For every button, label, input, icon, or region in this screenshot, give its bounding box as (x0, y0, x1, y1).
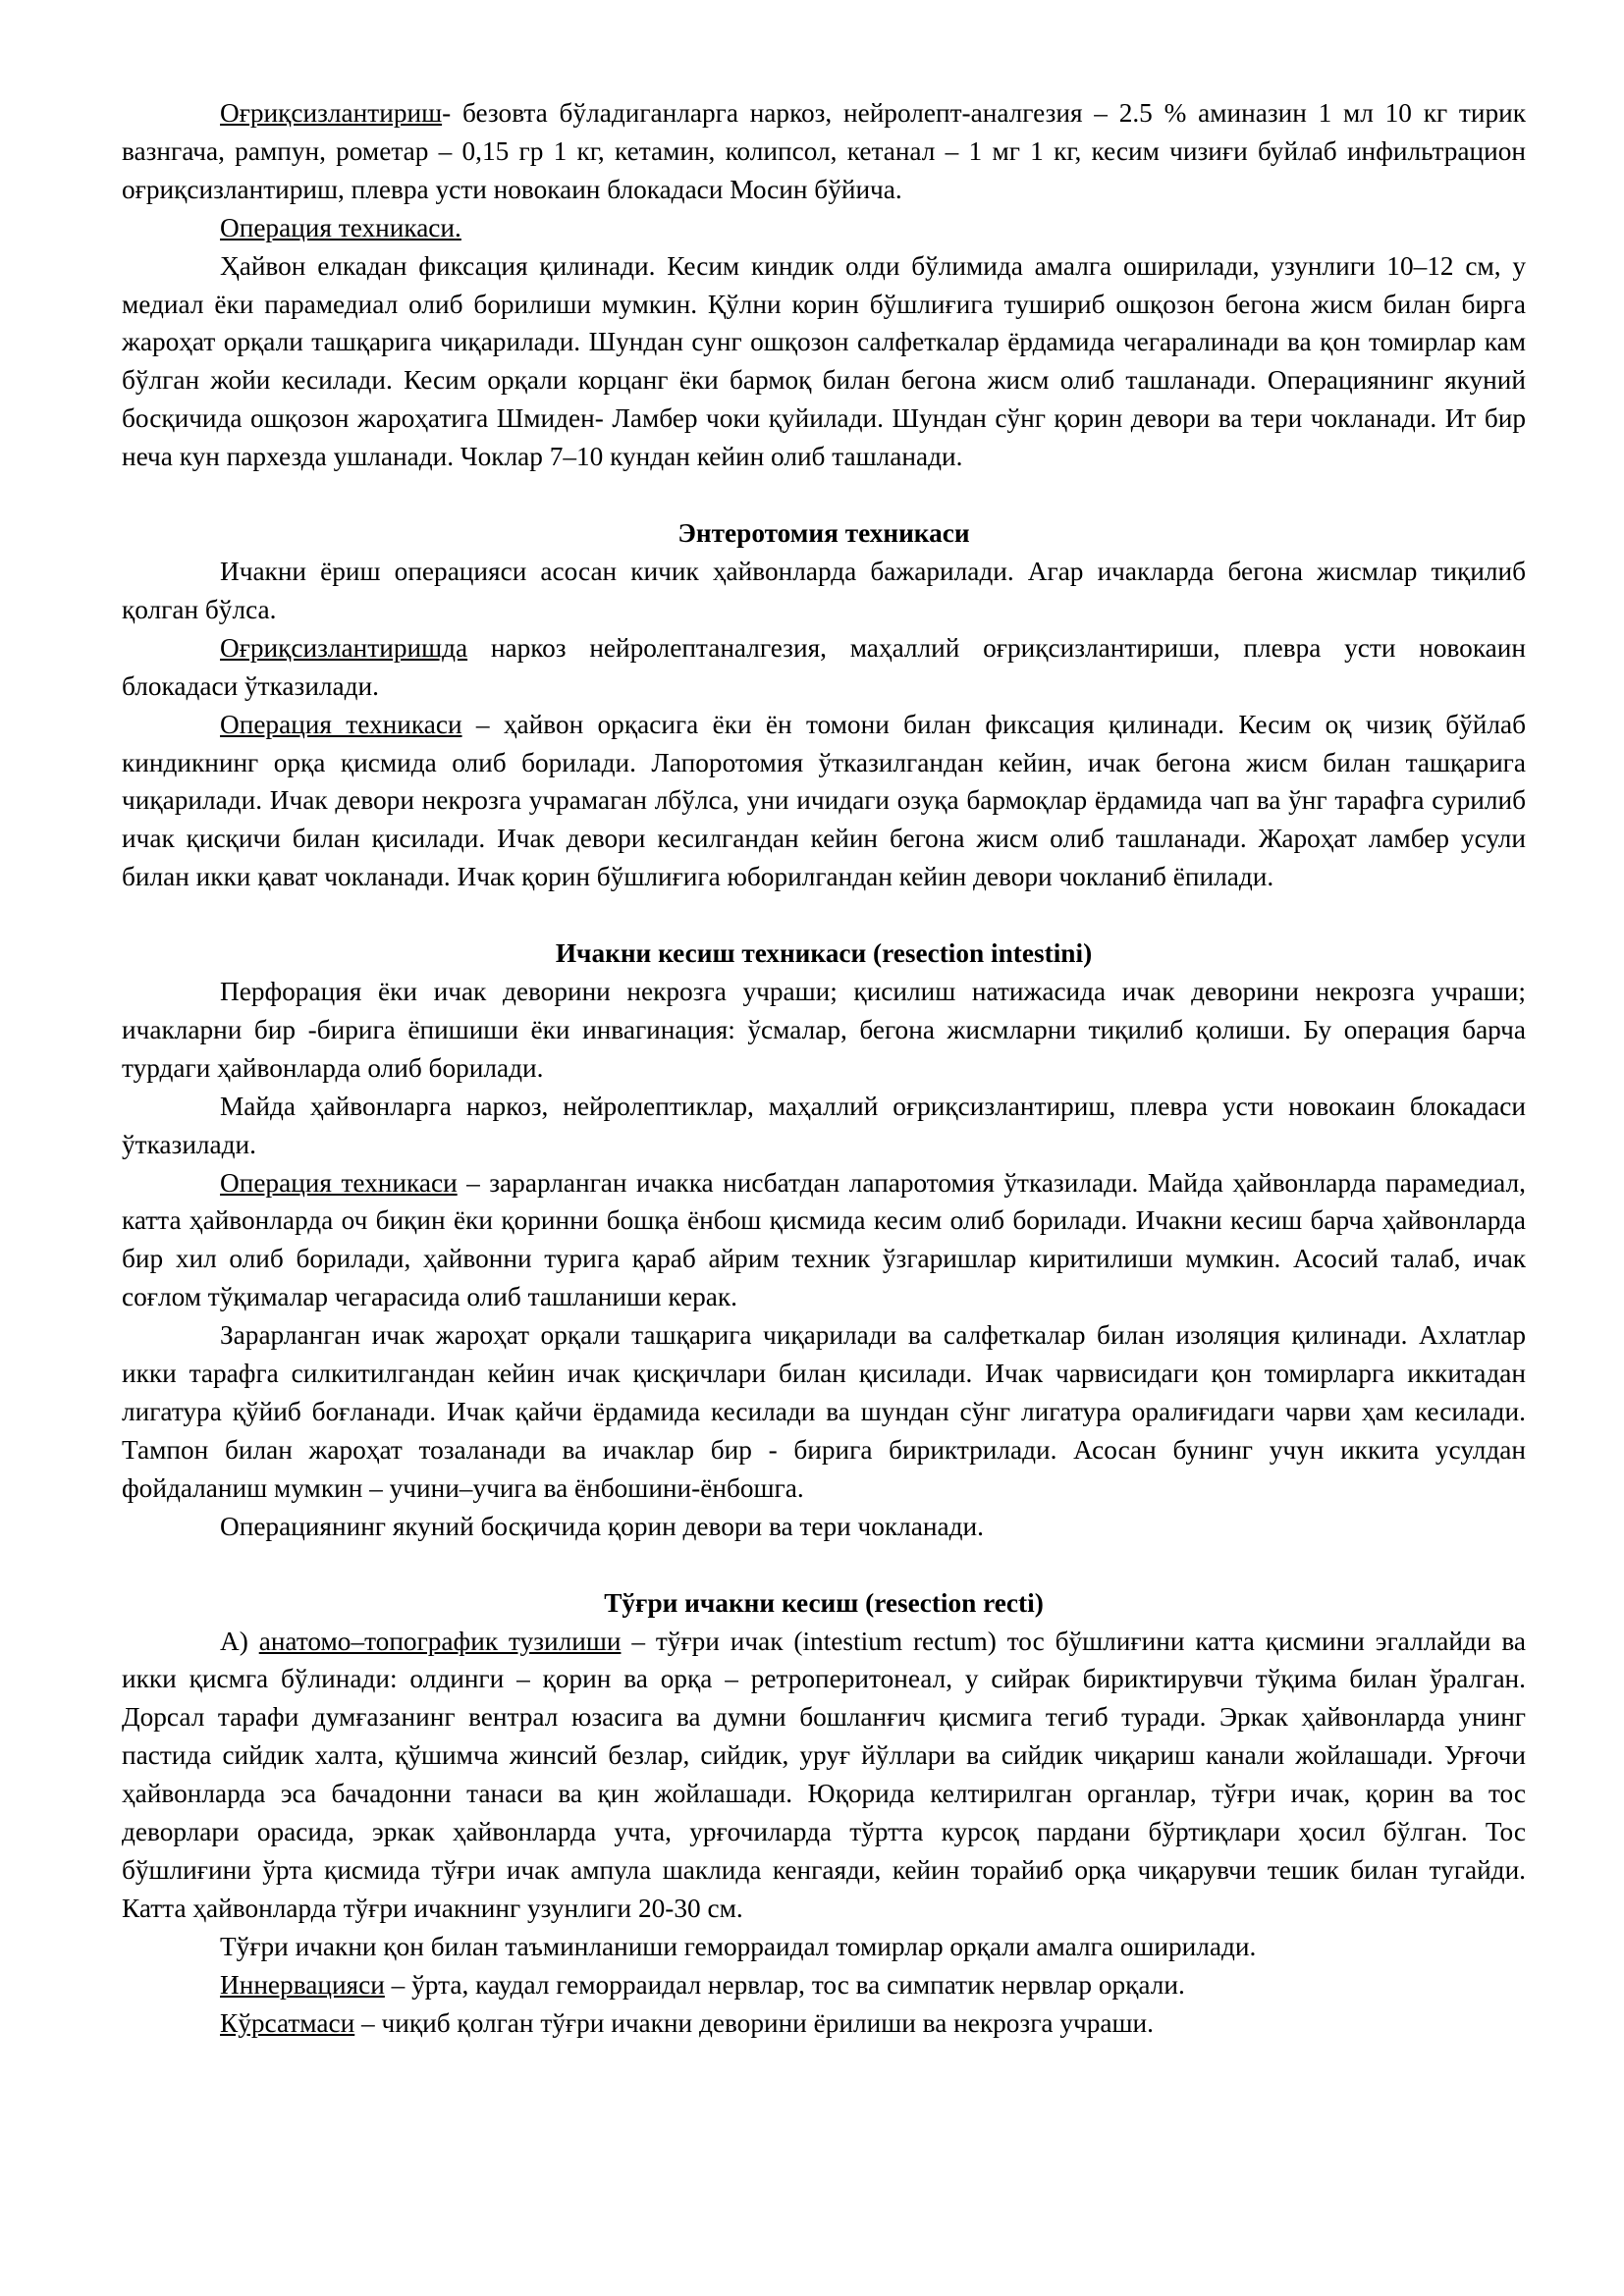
enterotomy-technique-paragraph (122, 706, 1526, 897)
section-gap (122, 896, 1526, 934)
anatomy-prefix: А) (220, 1626, 259, 1656)
section-gap (122, 476, 1526, 514)
intro-technique-paragraph: Ҳайвон елкадан фиксация қилинади. Кесим киндик олди бўлимида амалга оширилади, узунлиги 10–12 см, у медиал ёки парамедиал олиб борилиши мумкин. Қўлни корин бўшлиғига тушириб ошқозон бегона жисм билан бирга жароҳат орқали ташқарига чиқарилади. Шундан сунг ошқозон салфеткалар ёрдамида чегаралинади ва қон томирлар кам бўлган жойи кесилади. Кесим орқали корцанг ёки бармоқ билан бегона жисм олиб ташланади. Операциянинг якуний босқичида ошқозон жароҳатига Шмиден- Ламбер чоки қуйилади. Шундан сўнг қорин девори ва тери чокланади. Ит бир неча кун пархезда ушланади. Чоклар 7–10 кундан кейин олиб ташланади. (122, 250, 1526, 472)
resection-intestini-paragraph-5: Операциянинг якуний босқичида қорин девори ва тери чокланади. (220, 1511, 984, 1541)
resection-recti-innervation (122, 1966, 1526, 2004)
document-page (122, 94, 1526, 2043)
indication-term: Кўрсатмаси (220, 2007, 355, 2038)
anatomy-text: – тўғри ичак (intestium rectum) тос бўшлиғини катта қисмини эгаллайди ва икки қисмга бўлинади: олдинги – қорин ва орқа – ретроперитонеал, у сийрак бириктирувчи тўқима билан ўралган. Дорсал тарафи думғазанинг вентрал юзасига ва думни бошланғич қисмига тегиб туради. Эркак ҳайвонларда унинг пастида сийдик халта, қўшимча жинсий безлар, сийдик, уруғ йўллари ва сийдик чиқариш канали жойлашади. Урғочи ҳайвонларда эса бачадонни танаси ва қин жойлашади. Юқорида келтирилган органлар, тўғри ичак, қорин ва тос деворлари орасида, эркак ҳайвонларда учта, урғочиларда тўртта курсоқ пардани бўртиқлари ҳосил бўлган. Тос бўшлиғини ўрта қисмида тўғри ичак ампула шаклида кенгаяди, кейин торайиб орқа чиқарувчи тешик билан тугайди. Катта ҳайвонларда тўғри ичакнинг узунлиги 20-30 см. (122, 1626, 1526, 1923)
resection-intestini-technique-term: Операция техникаси (220, 1167, 458, 1198)
resection-recti-heading: Тўғри ичакни кесиш (resection recti) (604, 1587, 1044, 1618)
innervation-term: Иннервацияси (220, 1969, 385, 2000)
resection-recti-anatomy-paragraph (122, 1623, 1526, 1928)
enterotomy-heading: Энтеротомия техникаси (677, 518, 970, 549)
resection-intestini-paragraph-2: Майда ҳайвонларга наркоз, нейролептиклар, маҳаллий оғриқсизлантириш, плевра усти новокаин блокадаси ўтказилади. (122, 1091, 1526, 1159)
intro-technique-heading (122, 209, 1526, 247)
resection-intestini-paragraph-1: Перфорация ёки ичак деворини некрозга учраши; қисилиш натижасида ичак деворини некрозга учраши; ичакларни бир -бирига ёпишиши ёки инвагинация: ўсмалар, бегона жисмларни тиқилиб қолиши. Бу операция барча турдаги ҳайвонларда олиб борилади. (122, 977, 1526, 1083)
anesthesia-text: - безовта бўладиганларга наркоз, нейролепт-аналгезия – 2.5 % аминазин 1 мл 10 кг тирик вазнгача, рампун, рометар – 0,15 гр 1 кг, кетамин, колипсол, кетанал – 1 мг 1 кг, кесим чизиғи буйлаб инфильтрацион оғриқсизлантириш, плевра усти новокаин блокадаси Мосин бўйича. (122, 98, 1526, 204)
resection-intestini-paragraph-4: Зарарланган ичак жароҳат орқали ташқарига чиқарилади ва салфеткалар билан изоляция қилинади. Ахлатлар икки тарафга силкитилгандан кейин ичак қисқичлари билан қисилади. Ичак чарвисидаги қон томирларга иккитадан лигатура қўйиб боғланади. Ичак қайчи ёрдамида кесилади ва шундан сўнг лигатура оралиғидаги чарви ҳам кесилади. Тампон билан жароҳат тозаланади ва ичаклар бир - бирига бириктрилади. Асосан бунинг учун иккита усулдан фойдаланиш мумкин – учини–учига ва ёнбошини-ёнбошга. (122, 1320, 1526, 1503)
resection-recti-blood-supply: Тўғри ичакни қон билан таъминланиши геморраидал томирлар орқали амалга оширилади. (220, 1931, 1257, 1961)
enterotomy-technique-term: Операция техникаси (220, 709, 462, 739)
anatomy-term: анатомо–топографик тузилиши (258, 1626, 622, 1656)
section-gap (122, 1546, 1526, 1584)
enterotomy-paragraph-1: Ичакни ёриш операцияси асосан кичик ҳайвонларда бажарилади. Агар ичакларда бегона жисмлар тиқилиб қолган бўлса. (122, 556, 1526, 624)
enterotomy-anesthesia-text: наркоз нейролептаналгезия, маҳаллий оғриқсизлантириши, плевра усти новокаин блокадаси ўтказилади. (122, 632, 1526, 701)
enterotomy-anesthesia-term: Оғриқсизлантиришда (220, 632, 468, 663)
intro-anesthesia-paragraph (122, 94, 1526, 209)
resection-recti-indication (122, 2004, 1526, 2043)
resection-intestini-technique-text: – зарарланган ичакка нисбатдан лапаротомия ўтказилади. Майда ҳайвонларда парамедиал, катта ҳайвонларда оч биқин ёки қоринни бошқа ёнбош қисмида кесим олиб борилади. Ичакни кесиш барча ҳайвонларда бир хил олиб борилади, ҳайвонни турига қараб айрим техник ўзгаришлар киритилиши мумкин. Асосий талаб, ичак соғлом тўқималар чегарасида олиб ташланиши керак. (122, 1167, 1526, 1312)
innervation-text: – ўрта, каудал геморраидал нервлар, тос ва симпатик нервлар орқали. (384, 1969, 1185, 2000)
resection-intestini-technique-paragraph (122, 1164, 1526, 1317)
enterotomy-technique-text: – ҳайвон орқасига ёки ён томони билан фиксация қилинади. Кесим оқ чизиқ бўйлаб киндикнинг орқа қисмида олиб борилади. Лапоротомия ўтказилгандан кейин, ичак бегона жисм билан ташқарига чиқарилади. Ичак девори некрозга учрамаган лбўлса, уни ичидаги озуқа бармоқлар ёрдамида чап ва ўнг тарафга сурилиб ичак қисқичи билан қисилади. Ичак девори кесилгандан кейин бегона жисм олиб ташланади. Жароҳат ламбер усули билан икки қават чокланади. Ичак қорин бўшлиғига юборилгандан кейин девори чокланиб ёпилади. (122, 709, 1526, 892)
resection-intestini-heading: Ичакни кесиш техникаси (resection intestini) (555, 938, 1093, 969)
technique-heading-text: Операция техникаси. (220, 212, 461, 242)
anesthesia-term: Оғриқсизлантириш (220, 98, 443, 128)
indication-text: – чиқиб қолган тўғри ичакни деворини ёрилиши ва некрозга учраши. (354, 2007, 1154, 2038)
enterotomy-anesthesia-paragraph (122, 629, 1526, 706)
